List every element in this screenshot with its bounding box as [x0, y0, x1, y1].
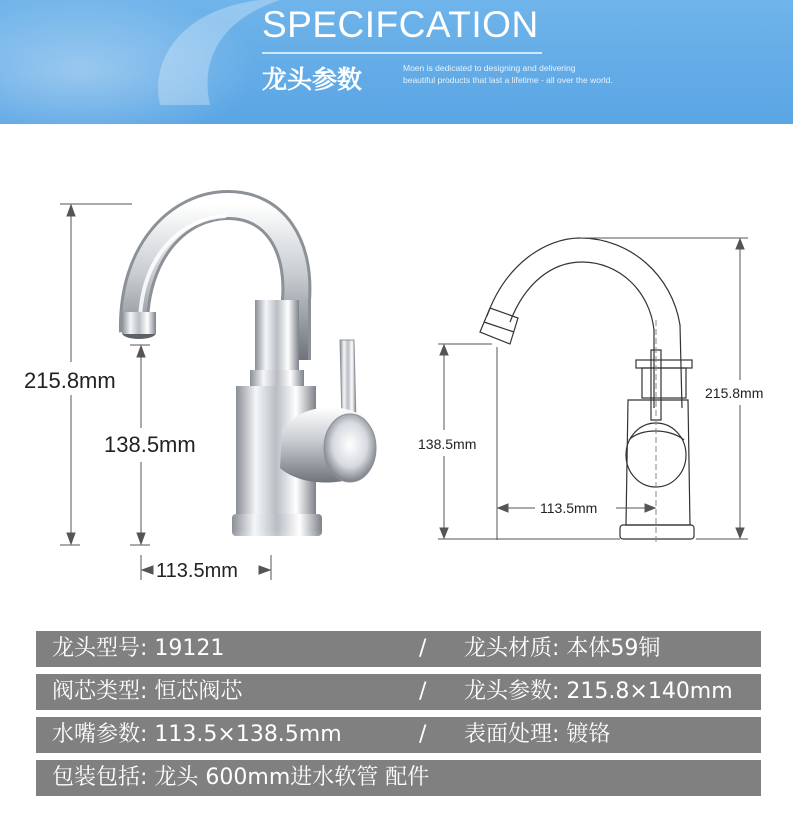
- left-reach-label: 113.5mm: [156, 560, 238, 582]
- faucet-photo: [122, 205, 376, 580]
- spec-separator: /: [419, 722, 427, 747]
- spec-left: 包装包括: 龙头 600mm进水软管 配件: [52, 765, 430, 790]
- right-total-height-label: 215.8mm: [705, 385, 764, 401]
- left-total-height-label: 215.8mm: [24, 368, 116, 393]
- tagline-line-1: Moen is dedicated to designing and delivering: [403, 63, 576, 73]
- spec-row: [36, 631, 761, 667]
- header-banner: [0, 0, 793, 124]
- right-reach-label: 113.5mm: [540, 500, 598, 516]
- right-spout-height-label: 138.5mm: [418, 436, 477, 452]
- spec-right: 表面处理: 镀铬: [464, 722, 611, 747]
- spec-left: 水嘴参数: 113.5×138.5mm: [52, 722, 342, 747]
- spec-left: 阀芯类型: 恒芯阀芯: [52, 679, 243, 704]
- spec-right: 龙头参数: 215.8×140mm: [464, 679, 733, 704]
- tagline-line-2: beautiful products that last a lifetime - all over the world.: [403, 75, 613, 85]
- spec-separator: /: [419, 636, 427, 661]
- faucet-line-drawing: [480, 238, 694, 539]
- dimension-diagram: [0, 124, 793, 604]
- banner-swoosh-graphic: [140, 0, 280, 110]
- right-dimensions: [438, 238, 748, 540]
- header-title-cn: 龙头参数: [262, 65, 363, 94]
- spec-row: [36, 717, 761, 753]
- spec-separator: /: [419, 679, 427, 704]
- spec-row: [36, 674, 761, 710]
- left-spout-height-label: 138.5mm: [104, 432, 196, 457]
- header-tagline: [403, 62, 703, 86]
- spec-right: 龙头材质: 本体59铜: [464, 636, 661, 661]
- spec-table: [36, 631, 761, 803]
- spec-row: [36, 760, 761, 796]
- spec-left: 龙头型号: 19121: [52, 636, 225, 661]
- header-title-en: SPECIFCATION: [262, 4, 539, 45]
- header-divider: [262, 52, 542, 54]
